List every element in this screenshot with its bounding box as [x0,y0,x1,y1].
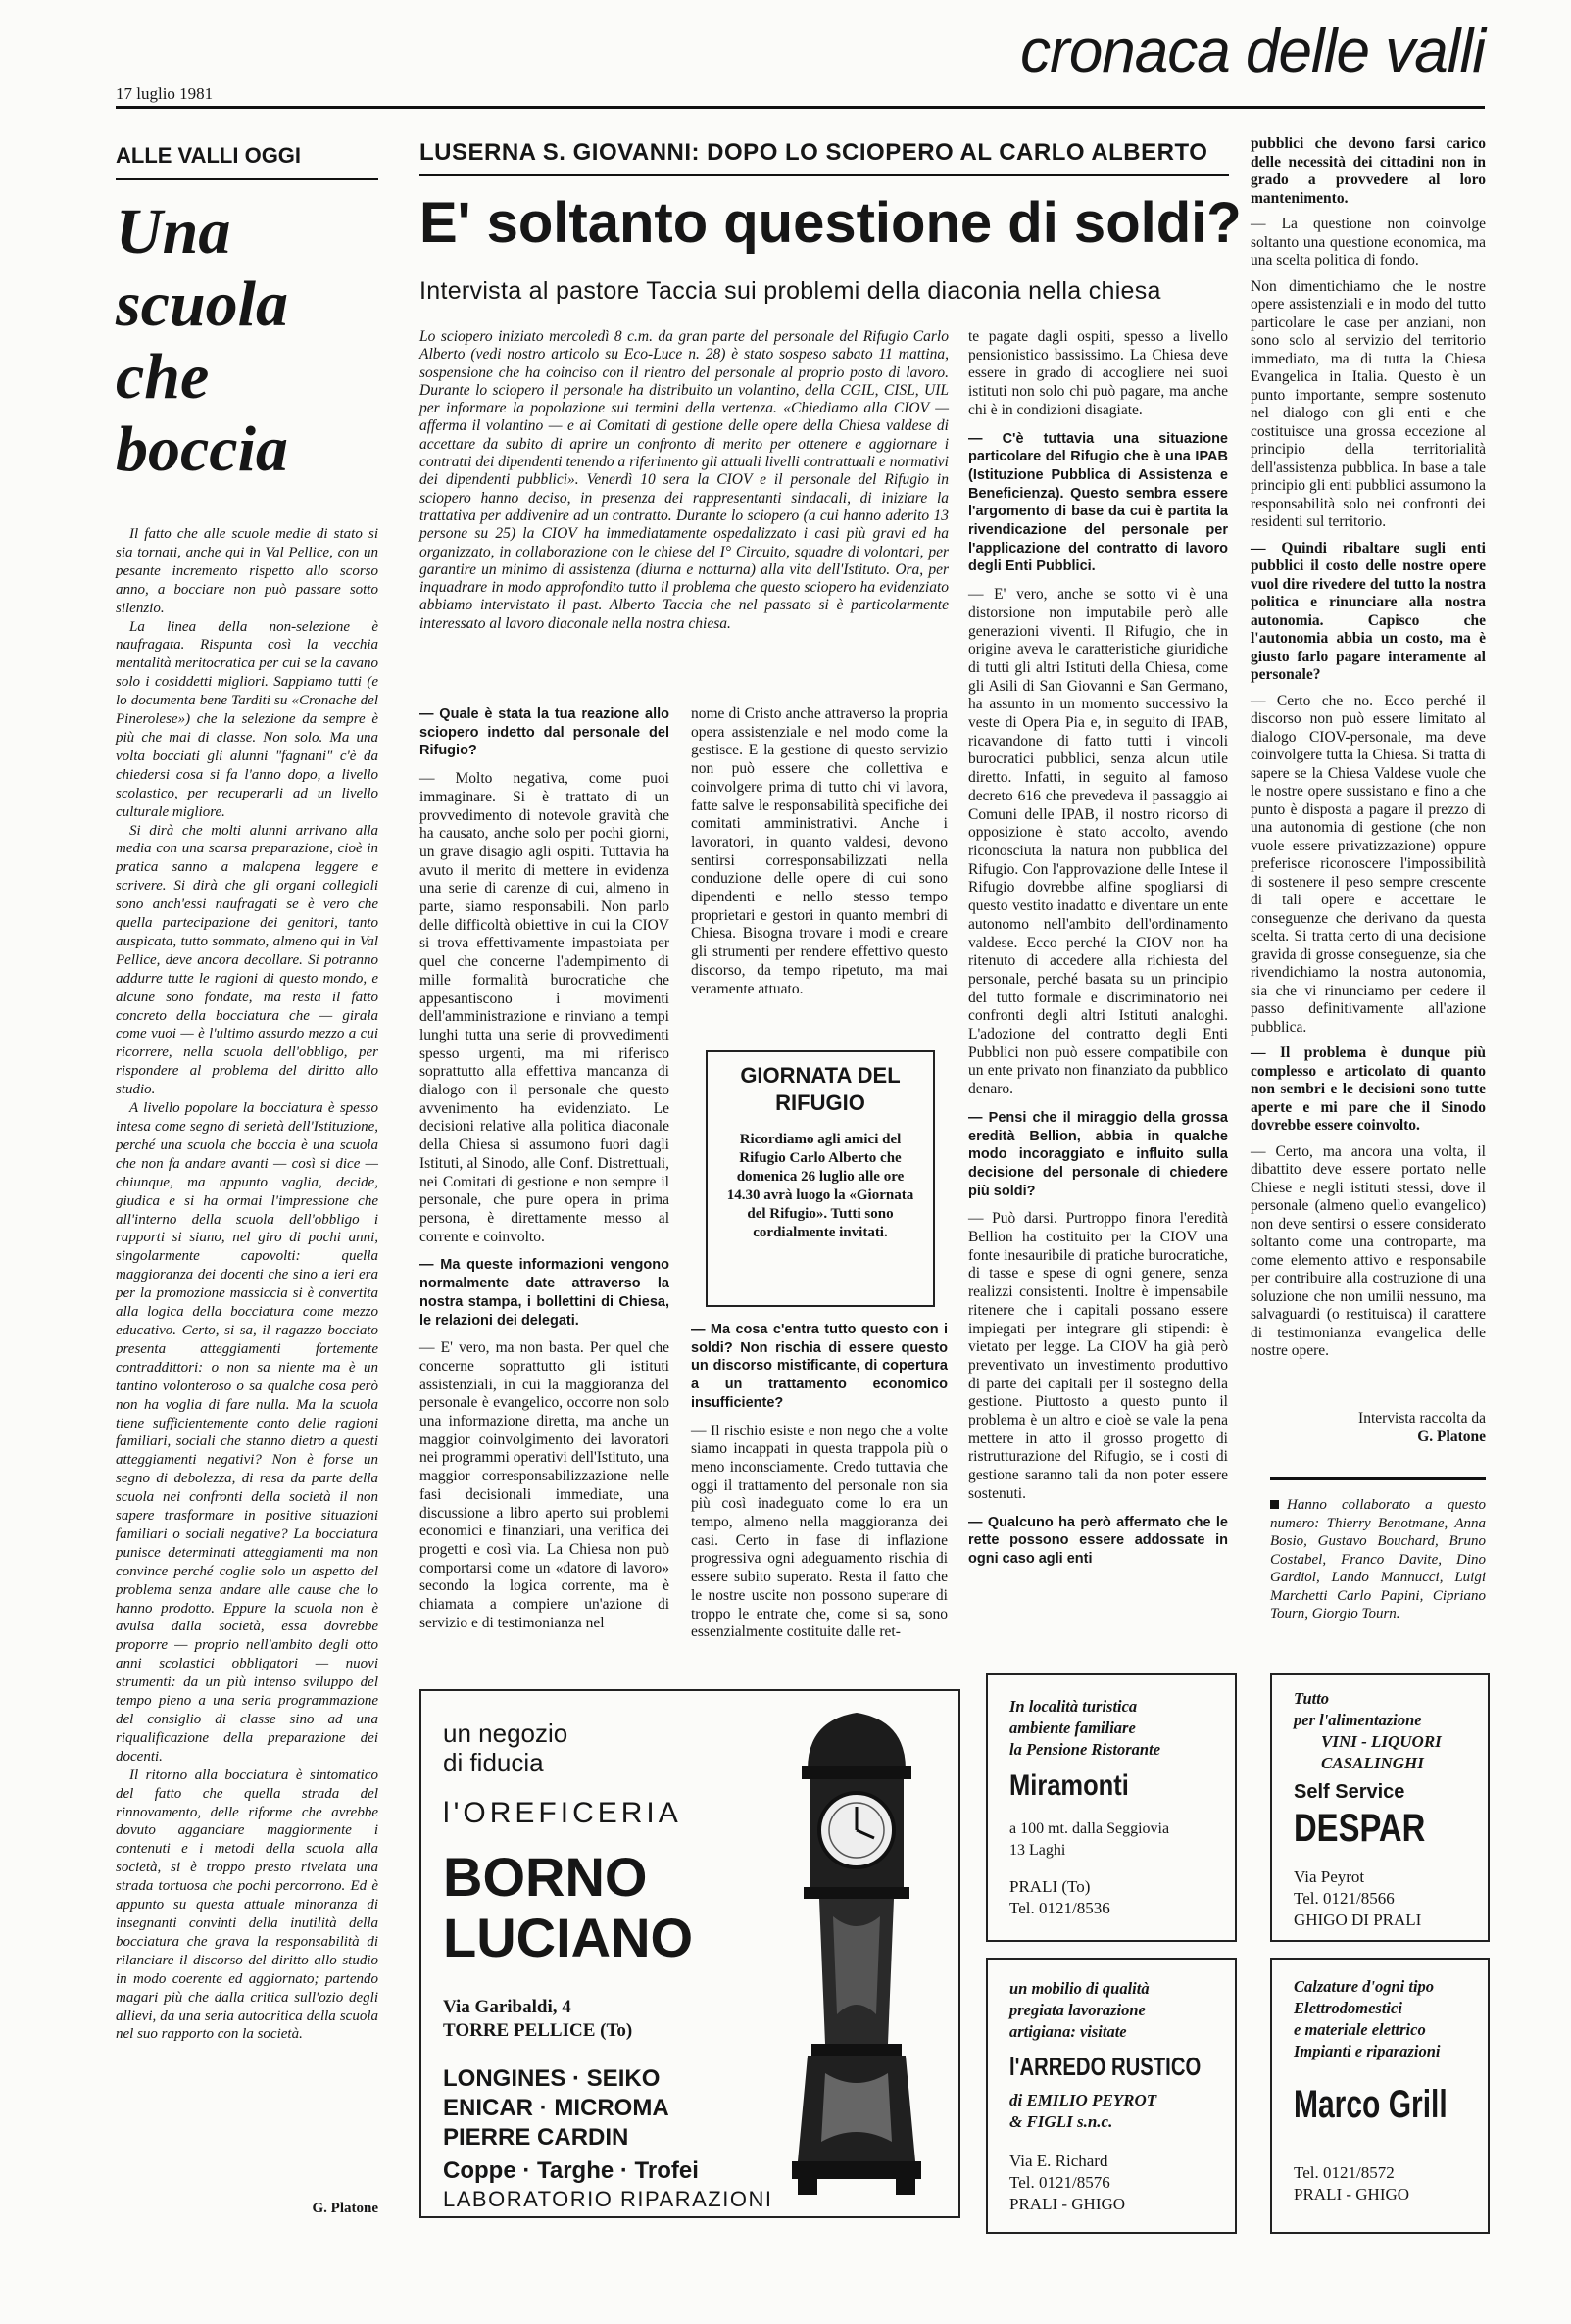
giornata-text: Ricordiamo agli amici del Rifugio Carlo Alberto che domenica 26 luglio alle ore 14.30 avrà luogo la «Giornata del Rifugio». Tutti sono cordialmente invitati. [726,1132,914,1240]
ad-line: e materiale elettrico [1294,2020,1426,2039]
ad-name: Miramonti [1009,1769,1129,1802]
ad-line: VINI - LIQUORI [1321,1732,1442,1751]
answer: — La questione non coinvolge soltanto una questione economica, ma una scelta politica di fondo. [1251,216,1486,268]
ad-line: Impianti e riparazioni [1294,2042,1441,2060]
main-column-1 [419,705,669,1642]
question: pubblici che devono farsi carico delle necessità dei cittadini non in grado a provvedere al loro mantenimento. [1251,135,1486,207]
ad-city: PRALI (To) [1009,1877,1091,1896]
ad-line: 13 Laghi [1009,1842,1066,1859]
ad-line: In località turistica [1009,1697,1138,1716]
paragraph: A livello popolare la bocciatura è spesso intesa come segno di serietà dell'Istituzione, perché una scuola che boccia è una scuola che non fa andare avanti — così si dice — chiunque, ma appunto vaglia, decide, giudica e si ha ormai l'impressione che all'interno della scuola dell'obbligo i rapporti si siano, nel giro di pochi anni, singolarmente capovolti: quella maggioranza dei docenti che sino a ieri era per la promozione massiccia si è convertita alla logica della bocciatura come mezzo educativo. Certo, si sa, il ragazzo bocciato presenta atteggiamenti fortemente contraddittori: o non sa niente ma è un tantino volonteroso o sa qualche cosa però non ha voglia di fare nulla. Ma la scuola tiene sufficientemente conto delle ragioni familiari, sociali che stanno dietro a questi atteggiamenti negativi? Non è forse un segno di debolezza, di resa da parte della scuola nei confronti della società il non sapere trasformare in positive situazioni familiari o sociali negative? La bocciatura punisce determinati atteggiamenti ma non convince perché coglie solo un aspetto del problema senza andare alle cause che lo hanno prodotto. Eppure la scuola non è avulsa dalla società, essa dovrebbe proporre — proprio nell'ambito degli otto anni scolastici obbligatori — nuovi strumenti: da un più intenso sviluppo del tempo pieno a una seria programmazione del consiglio di classe sino ad una riqualificazione della preparazione dei docenti. [116,1100,378,1765]
ad-name: BORNO [443,1846,648,1908]
left-section-label: ALLE VALLI OGGI [116,143,302,168]
ad-tel: Tel. 0121/8566 [1294,1889,1395,1908]
paragraph: Il ritorno alla bocciatura è sintomatico del fatto che quella strada del rinnovamento, delle riforme che avrebbe dovuto agganciare maggiormente i contenuti e i metodi della scuola alla società, si è troppo presto rivelata una strada tortuosa che pochi percorrono. Ed è appunto su questa attuale minoranza di insegnanti convinti della inutilità della bocciatura che grava la responsabilità di rilanciare il discorso del diritto allo studio in modo coerente ed aggiornato; partendo magari più che dalla critica sull'ozio degli allievi, da una seria autocritica della scuola nel suo rapporto con la società. [116,1767,378,2043]
question: — Ma cosa c'entra tutto questo con i soldi? Non rischia di essere questo un discorso mistificante, di copertura a un trattamento economico insufficiente? [691,1322,948,1411]
left-article-body [116,525,378,2044]
paragraph: Il fatto che alle scuole medie di stato si sia tornati, anche qui in Val Pellice, con un pesante incremento rispetto allo scorso anno, a bocciare non può passare sotto silenzio. [116,526,378,616]
collab-rule [1270,1477,1486,1480]
signature-line: Intervista raccolta da [1358,1410,1486,1427]
ad-brands: LONGINES · SEIKO [443,2065,661,2092]
question: — Quale è stata la tua reazione allo sciopero indetto dal personale del Rifugio? [419,706,669,759]
answer: nome di Cristo anche attraverso la propria opera assistenziale e nel modo come la gestisce. E la gestione di questo servizio non può essere che collettiva e coinvolgere prima di tutto chi vi lavora, fatte salve le responsabilità specifiche dei comitati amministrativi. Anche i lavoratori, in quanto valdesi, devono sentirsi corresponsabilizzati nella conduzione delle opere di cui sono dipendenti e nello stesso tempo proprietari e gestori in quanto membri di Chiesa. Bisogna trovare i modi e creare gli strumenti per rendere effettivo questo discorso, da tempo ripetuto, ma mai veramente attuato. [691,705,948,997]
paragraph: La linea della non-selezione è naufragata. Rispunta così la vecchia mentalità meritocratica per cui se la cavano solo i cosiddetti migliori. Sappiamo tutti (e lo documenta bene Tarditi su «Cronache del Pinerolese») che la selezione da sempre è più che mai di classe. Non solo. Ma una volta bocciati gli alunni "fagnani" c'è da chiedersi cosa si fa l'anno dopo, a livello scolastico, per recuperarli ad un livello culturale migliore. [116,618,378,820]
ad-city: PRALI - GHIGO [1294,2185,1410,2203]
ad-tel: Tel. 0121/8576 [1009,2173,1110,2192]
ad-address: Via Peyrot [1294,1867,1365,1886]
ad-address: Via E. Richard [1009,2152,1108,2170]
answer: Non dimentichiamo che le nostre opere assistenziali e in modo del tutto particolare le case per anziani, non sono solo al servizio del territorio immediato, ma di tutta la Chiesa Evangelica in Italia. Questo è un punto importante, sempre sostenuto nel dialogo con gli enti e che costituisce una grossa eccezione al principio della territorialità dell'assistenza pubblica. In base a tale principio gli enti pubblici assumono la responsabilità solo nei confronti dei residenti sul territorio. [1251,277,1486,530]
ad-city: PRALI - GHIGO [1009,2195,1126,2213]
giornata-box [706,1050,935,1307]
left-signature: G. Platone [312,2201,378,2216]
ad-line: un negozio [443,1719,568,1748]
ad-name: Marco Grill [1294,2083,1448,2126]
ad-items: Coppe · Targhe · Trofei [443,2157,699,2184]
question: — C'è tuttavia una situazione particolare del Rifugio che è una IPAB (Istituzione Pubblica di Assistenza e Beneficienza). Questo sembra essere l'argomento di base da cui è partita la rivendicazione del personale per l'applicazione del contratto di lavoro degli Enti Pubblici. [968,430,1228,575]
ad-line: & FIGLI s.n.c. [1009,2112,1113,2131]
ad-line: artigiana: visitate [1009,2022,1127,2041]
ad-arredo-rustico [986,1958,1237,2234]
main-kicker: LUSERNA S. GIOVANNI: DOPO LO SCIOPERO AL CARLO ALBERTO [419,139,1208,166]
collaborators [1270,1496,1486,1623]
ad-lab: LABORATORIO RIPARAZIONI [443,2187,773,2211]
masthead-rule [116,106,1485,109]
collaborators-text: Hanno collaborato a questo numero: Thierry Benotmane, Anna Bosio, Gustavo Bouchard, Bruno Costabel, Franco Davite, Dino Gardiol, Lando Mannucci, Luigi Marchetti Carlo Papini, Cipriano Tourn, Giorgio Tourn. [1270,1497,1486,1622]
ad-line: un mobilio di qualità [1009,1979,1150,1998]
bullet-square-icon [1270,1500,1279,1509]
answer: — Il rischio esiste e non nego che a volte siamo incappati in questa trappola più o meno inconsciamente. Credo tuttavia che oggi il trattamento del personale non sia più così inadeguato come lo era un tempo, almeno nella maggioranza dei casi. Certo in fase di inflazione progressiva ogni adeguamento rischia di essere subito superato. Resta il fatto che le nostre uscite non possono superare di troppo le entrate che, come si sa, sono essenzialmente costituite dalle ret- [691,1422,948,1641]
main-column-3 [968,328,1228,1578]
signature-name: G. Platone [1417,1428,1486,1445]
title-line: boccia [116,413,288,485]
ad-line: per l'alimentazione [1294,1711,1422,1729]
ad-line: Elettrodomestici [1294,1999,1402,2017]
issue-date: 17 luglio 1981 [116,84,214,103]
question: — Qualcuno ha però affermato che le rette possono essere addossate in ogni caso agli enti [968,1514,1228,1567]
ad-brands: PIERRE CARDIN [443,2124,629,2151]
ad-tel: Tel. 0121/8536 [1009,1899,1110,1917]
left-article-title [116,196,380,486]
answer: — Certo, ma ancora una volta, il dibattito deve essere portato nelle Chiese e negli istituti stessi, dove il personale (almeno quello evangelico) non deve sentirsi o essere considerato soltanto come una controparte, ma come elemento attivo e responsabile per contribuire alla costruzione di una soluzione che non umilii nessuno, ma salvaguardi (o restituisca) il carattere di testimonianza evangelica delle nostre opere. [1251,1142,1486,1359]
giornata-title: GIORNATA DEL RIFUGIO [740,1063,901,1115]
ad-miramonti [986,1673,1237,1942]
ad-borno-luciano [419,1689,960,2218]
title-line: che [116,341,210,412]
ad-line: pregiata lavorazione [1009,2001,1146,2019]
ad-line: ambiente familiare [1009,1719,1136,1737]
question: — Pensi che il miraggio della grossa eredità Bellion, abbia in qualche modo incoraggiato e influito sulla decisione del personale di chiedere più soldi? [968,1109,1228,1199]
answer: — Molto negativa, come puoi immaginare. Si è trattato di un provvedimento di notevole gravità che ha causato, anche solo per pochi giorni, un grave disagio agli ospiti. Tuttavia ha avuto il merito di mettere in evidenza una serie di carenze di cui, almeno in parte, siamo responsabili. Non parlo delle difficoltà obiettive in cui la CIOV si trova effettivamente impastoiata per quel che concerne l'adempimento di mille formalità burocratiche che appesantiscono i movimenti dell'amministrazione e rinviano a tempi lunghi tutta una serie di provvedimenti spesso urgenti, ma mi riferisco soprattutto alla effettiva mancanza di dialogo con il personale che questo avvenimento ha evidenziato. Le decisioni relative alla politica diaconale della Chiesa si assumono fuori dagli Istituti, al Sinodo, alle Conf. Distrettuali, nei Comitati di gestione e non sempre il personale, che pure opera in prima persona, è direttamente messo al corrente e coinvolto. [419,770,669,1245]
right-column [1251,135,1486,1369]
grandfather-clock-icon [768,1701,945,2201]
masthead-title: cronaca delle valli [1020,18,1485,85]
answer: — Può darsi. Purtroppo finora l'eredità Bellion ha costituito per la CIOV una fonte inesauribile di pratiche burocratiche, di tasse e spese di ogni genere, senza realizzi consistenti. Inoltre è impensabile ritenere che i capitali possano essere impiegati per integrare gli stipendi: è vietato per legge. La CIOV ha già però preventivato un investimento produttivo di parte dei capitali per il sostegno della gestione. Piuttosto a questo punto il problema è un altro e cioè se vale la pena mettere in atto il grosso progetto di ristrutturazione del Rifugio, se i costi di gestione saranno tali da non poter essere sostenuti. [968,1210,1228,1502]
ad-line: Tutto [1294,1689,1330,1708]
ad-line: di EMILIO PEYROT [1009,2091,1157,2109]
paragraph: Si dirà che molti alunni arrivano alla media con una scarsa preparazione, cioè in pratica sanno a malapena leggere e scrivere. Si dirà che gli organi collegiali sono anch'essi naufragati se è vero che quella partecipazione dei genitori, tanto auspicata, tutto sommato, almeno qui in Val Pellice, deve ancora decollare. Si potranno addurre tutte le ragioni di questo mondo, e alcune sono fondate, ma resta il fatto concreto della bocciatura che — girala come vuoi — è l'ultimo assurdo mezzo a cui ricorrere, nella scuola dell'obbligo, per rispondere al problema del diritto allo studio. [116,822,378,1098]
ad-tel: Tel. 0121/8572 [1294,2163,1395,2182]
title-line: scuola [116,268,289,340]
ad-city: GHIGO DI PRALI [1294,1911,1422,1929]
ad-brands: ENICAR · MICROMA [443,2095,669,2121]
ad-line: CASALINGHI [1321,1754,1424,1772]
answer: — E' vero, ma non basta. Per quel che concerne soprattutto gli istituti assistenziali, in cui la maggioranza del personale è evangelico, occorre non solo una informazione diretta, ma anche un maggior coinvolgimento dei lavoratori nei programmi operativi dell'Istituto, una maggior corresponsabilizzazione nelle fasi decisionali immediate, una discussione a libro aperto sui problemi economici e finanziari, una verifica dei progetti e così via. La Chiesa non può comportarsi come un «datore di lavoro» secondo la logica corrente, ma è chiamata a compiere un'azione di servizio e di testimonianza nel [419,1339,669,1631]
ad-name: DESPAR [1294,1807,1426,1850]
answer: — Certo che no. Ecco perché il discorso non può essere limitato al dialogo CIOV-personale, ma deve coinvolgere tutta la Chiesa. Si tratta di sapere se la Chiesa Valdese vuole che le nostre opere sussistano e fino a che punto è disposta a pagare il prezzo di una autonomia di gestione (che non vuole essere privatizzazione) oppure preferisce riconoscere l'impossibilità di sostenere il peso sempre crescente di tali opere e accettare le conseguenze che derivano da questa scelta. Si tratta certo di una decisione gravida di grosse conseguenze, sia che rivendichiamo la nostra autonomia, sia che vi rinunciamo per cedere il passo definitivamente all'azione pubblica. [1251,692,1486,1036]
ad-line: Calzature d'ogni tipo [1294,1977,1435,1996]
answer: — E' vero, anche se sotto vi è una distorsione non imputabile però alle generazioni viventi. Il Rifugio, che in origine aveva le caratteristiche giuridiche di tutti gli altri Istituti della Chiesa, come gli Asili di San Giovanni e San Germano, ha assunto in un momento successivo la veste di Opera Pia e, in seguito di IPAB, ricavandone di fatto tutti i vincoli burocratici pubblici, senza alcun utile diretto. Infatti, in seguito al famoso decreto 616 che prevedeva il passaggio ai Comuni delle IPAB, il nostro ricorso di opposizione è stato accolto, avendo riconosciuta la natura non pubblica del Rifugio. Con l'approvazione delle Intese il Rifugio dovrebbe alfine spogliarsi di questo vestito inadatto e diventare un ente autonomo nell'ambito dell'ordinamento valdese. Ecco perché la CIOV non ha ritenuto di accedere alla richiesta del personale, perché basata su un principio del tutto formale e discriminatorio nei confronti degli altri Istituti analoghi. L'adozione del contratto degli Enti Pubblici non può essere compatibile con un ente privato non finanziato da pubblico denaro. [968,586,1228,1098]
ad-line: di fiducia [443,1748,544,1777]
ad-name: l'ARREDO RUSTICO [1009,2052,1202,2081]
ad-address: TORRE PELLICE (To) [443,2020,633,2041]
ad-line: l'OREFICERIA [443,1797,682,1829]
right-signature [1251,1409,1486,1446]
ad-address: Via Garibaldi, 4 [443,1997,571,2017]
ad-marco-grill [1270,1958,1490,2234]
main-column-2 [691,705,948,1008]
answer: te pagate dagli ospiti, spesso a livello pensionistico bassissimo. La Chiesa deve essere in grado di accogliere nei suoi istituti non solo chi può pagare, ma anche chi è in condizioni disagiate. [968,328,1228,418]
ad-line: a 100 mt. dalla Seggiovia [1009,1820,1170,1837]
main-headline: E' soltanto questione di soldi? [419,191,1242,255]
main-kicker-rule [419,174,1229,176]
title-line: Una [116,196,231,267]
main-intro: Lo sciopero iniziato mercoledì 8 c.m. da gran parte del personale del Rifugio Carlo Alberto (vedi nostro articolo su Eco-Luce n. 28) è stato sospeso sabato 11 mattina, sospensione che ha coinciso con il rientro del personale al proprio posto di lavoro. Durante lo sciopero il personale ha distribuito un volantino, della CGIL, CISL, UIL per informare la popolazione sui termini della vertenza. «Chiediamo alla CIOV — afferma il volantino — e ai Comitati di gestione delle opere della Chiesa valdese di accettare da subito di aprire un confronto di merito per ottenere e aggiornare i contratti dei dipendenti tenendo a riferimento gli attuali livelli contrattuali e normativi dei dipendenti pubblici». Venerdì 10 sera la CIOV e il personale del Rifugio in sciopero hanno deciso, in presenza dei rappresentanti sindacali, di iniziare la trattativa per addivenire ad un contratto. Durante lo sciopero (a cui hanno aderito 13 persone su 25) la CIOV ha immediatamente ospedalizzato i casi più gravi ed ha organizzato, in collaborazione con le chiese del I° Circuito, squadre di volontari, per garantire un minimo di assistenza (diurna e notturna) alla vita dell'Istituto. Ora, per inquadrare in modo approfondito tutto il problema che questo sciopero ha evidenziato abbiamo intervistato il past. Alberto Taccia che nel passato si è particolarmente interessato al lavoro diaconale nella nostra chiesa. [419,328,949,632]
ad-line: Self Service [1294,1781,1405,1803]
question: — Ma queste informazioni vengono normalmente date attraverso la nostra stampa, i bollettini di Chiesa, le relazioni dei delegati. [419,1257,669,1329]
ad-name: LUCIANO [443,1907,694,1968]
ad-line: la Pensione Ristorante [1009,1740,1161,1759]
left-section-rule [116,178,378,180]
question: — Il problema è dunque più complesso e articolato di quanto non sembri e le decisioni sono tutte aperte e mi pare che il Sinodo dovrebbe essere coinvolto. [1251,1044,1486,1134]
ad-despar [1270,1673,1490,1942]
question: — Quindi ribaltare sugli enti pubblici il costo delle nostre opere vuol dire rivedere del tutto la nostra politica e rinunciare alla nostra autonomia. Capisco che l'autonomia abbia un costo, ma è giusto farlo pagare interamente al personale? [1251,539,1486,683]
main-column-2b [691,1321,948,1652]
main-subhead: Intervista al pastore Taccia sui problemi della diaconia nella chiesa [419,277,1161,305]
